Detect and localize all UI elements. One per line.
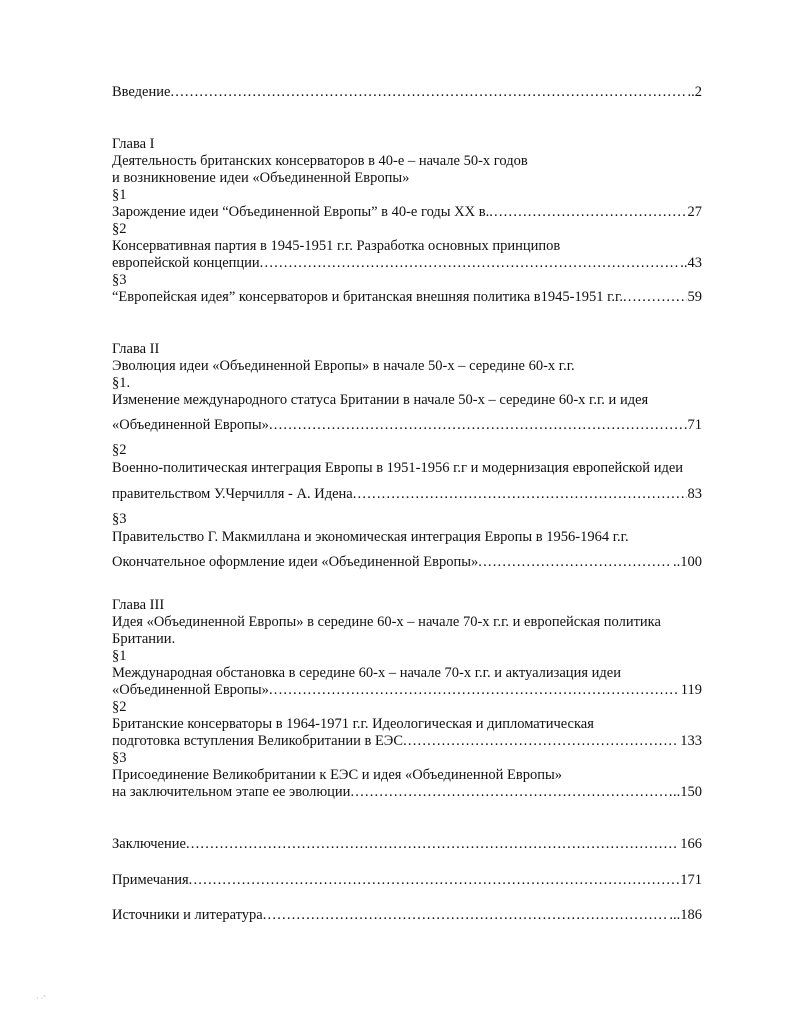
dot-leader — [260, 254, 680, 272]
entry-label: Введение — [112, 84, 171, 100]
dot-leader — [403, 732, 679, 750]
page-number: 133 — [680, 733, 702, 749]
section-3-3-line-1: Присоединение Великобритании к ЕЭС и идея «Объединенной Европы» — [112, 767, 562, 783]
entry-label: правительством У.Черчилля - А. Идена — [112, 486, 353, 502]
dot-leader — [353, 485, 687, 503]
chapter-1-heading-line-1: Деятельность британских консерваторов в 40-е – начале 50-х годов — [112, 153, 528, 169]
entry-label: Зарождение идеи “Объединенной Европы” в 40-е годы XX в. — [112, 204, 490, 220]
page-number: 27 — [687, 204, 702, 220]
entry-label: Заключение — [112, 836, 186, 852]
entry-label: «Объединенной Европы» — [112, 682, 269, 698]
entry-label: на заключительном этапе ее эволюции — [112, 784, 351, 800]
toc-entry-1-3 — [112, 288, 702, 306]
toc-entry-2-1 — [112, 416, 702, 434]
dot-leader — [186, 835, 679, 853]
section-1-3-number: §3 — [112, 272, 127, 288]
entry-label: подготовка вступления Великобритании в ЕЭС — [112, 733, 404, 749]
section-2-3-number: §3 — [112, 511, 127, 527]
dot-leader — [269, 416, 687, 434]
toc-entry-2-3 — [112, 553, 702, 571]
entry-label: Источники и литература — [112, 907, 263, 923]
section-3-2-number: §2 — [112, 699, 127, 715]
entry-label: «Объединенной Европы» — [112, 417, 269, 433]
page-number: ..100 — [673, 554, 702, 570]
section-3-1-line-1: Международная обстановка в середине 60-х – начале 70-х г.г. и актуализация идеи — [112, 665, 621, 681]
page-number: 171 — [680, 872, 702, 888]
section-3-3-number: §3 — [112, 750, 127, 766]
section-1-1-number: §1 — [112, 187, 127, 203]
section-2-2-line-1: Военно-политическая интеграция Европы в 1951-1956 г.г и модернизация европейской идеи — [112, 460, 684, 476]
dot-leader — [623, 288, 687, 306]
section-2-1-line-1: Изменение международного статуса Британии в начале 50-х – середине 60-х г.г. и идея — [112, 392, 649, 408]
page-number: 83 — [687, 486, 702, 502]
toc-entry-conclusion — [112, 835, 702, 853]
page-number: ...186 — [669, 907, 702, 923]
section-3-1-number: §1 — [112, 648, 127, 664]
chapter-3-heading-line-2: Британии. — [112, 631, 176, 647]
dot-leader — [269, 681, 680, 699]
toc-entry-sources — [112, 906, 702, 924]
section-1-2-line-1: Консервативная партия в 1945-1951 г.г. Разработка основных принципов — [112, 238, 561, 254]
toc-entry-intro — [112, 83, 702, 101]
dot-leader — [478, 553, 672, 571]
chapter-1-heading-line-2: и возникновение идеи «Объединенной Европы» — [112, 170, 410, 186]
page-number: ..43 — [680, 255, 702, 271]
dot-leader — [263, 906, 669, 924]
toc-entry-1-1 — [112, 203, 702, 221]
section-3-2-line-1: Британские консерваторы в 1964-1971 г.г. Идеологическая и дипломатическая — [112, 716, 594, 732]
page-number: ..2 — [687, 84, 702, 100]
chapter-2-title: Глава II — [112, 341, 160, 357]
chapter-1-title: Глава I — [112, 136, 155, 152]
entry-label: “Европейская идея” консерваторов и британская внешняя политика в1945-1951 г.г. — [112, 289, 623, 305]
chapter-3-title: Глава III — [112, 597, 165, 613]
entry-label: европейской концепции — [112, 255, 260, 271]
dot-leader — [170, 83, 686, 101]
toc-entry-3-2 — [112, 732, 702, 750]
chapter-2-heading-line-1: Эволюция идеи «Объединенной Европы» в начале 50-х – середине 60-х г.г. — [112, 358, 575, 374]
page-number: ..150 — [673, 784, 702, 800]
toc-entry-notes — [112, 871, 702, 889]
toc-entry-2-2 — [112, 485, 702, 503]
page-number: 166 — [680, 836, 702, 852]
page-number: 119 — [680, 682, 702, 698]
dot-leader — [350, 783, 672, 801]
entry-label: Примечания — [112, 872, 189, 888]
entry-label: Окончательное оформление идеи «Объединенной Европы» — [112, 554, 479, 570]
section-1-2-number: §2 — [112, 221, 127, 237]
section-2-1-number: §1. — [112, 375, 131, 391]
toc-entry-1-2 — [112, 254, 702, 272]
section-2-3-line-1: Правительство Г. Макмиллана и экономическая интеграция Европы в 1956-1964 г.г. — [112, 529, 629, 545]
section-2-2-number: §2 — [112, 442, 127, 458]
page-number: 71 — [687, 417, 702, 433]
chapter-3-heading-line-1: Идея «Объединенной Европы» в середине 60-х – начале 70-х г.г. и европейская политика — [112, 614, 661, 630]
toc-entry-3-3 — [112, 783, 702, 801]
toc-entry-3-1 — [112, 681, 702, 699]
dot-leader — [189, 871, 680, 889]
dot-leader — [489, 203, 686, 221]
scan-artifact: · ·˜ — [36, 994, 46, 1003]
page-number: 59 — [687, 289, 702, 305]
